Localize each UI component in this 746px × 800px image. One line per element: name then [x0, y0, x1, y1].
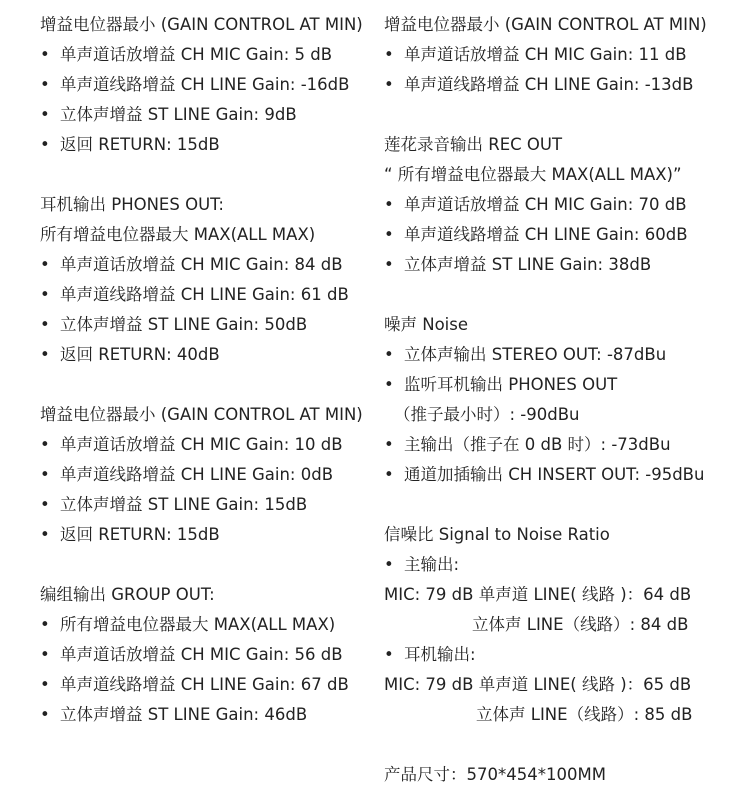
bullet: •: [384, 45, 394, 64]
list-item: [384, 550, 459, 580]
snr-phones-label: 耳机输出:: [404, 645, 476, 664]
section-heading: 信噪比 Signal to Noise Ratio: [384, 525, 610, 544]
bullet: •: [40, 675, 50, 694]
list-item-text: 主输出（推子在 0 dB 时）: -73dBu: [404, 435, 671, 454]
list-item-text: 监听耳机输出 PHONES OUT: [404, 375, 618, 394]
list-item-text: 立体声增益 ST LINE Gain: 50dB: [60, 315, 308, 334]
list-item: [40, 280, 349, 310]
section-heading: 增益电位器最小 (GAIN CONTROL AT MIN): [384, 15, 707, 34]
list-item: [40, 250, 343, 280]
bullet: •: [40, 645, 50, 664]
list-item: [384, 70, 693, 100]
bullet: •: [384, 345, 394, 364]
bullet: •: [384, 225, 394, 244]
list-item: [384, 370, 617, 400]
bullet: •: [40, 135, 50, 154]
list-item: [384, 250, 651, 280]
list-item: [40, 520, 220, 550]
list-item-text: 所有增益电位器最大 MAX(ALL MAX): [60, 615, 336, 634]
list-item-text: 立体声输出 STEREO OUT: -87dBu: [404, 345, 667, 364]
bullet: •: [40, 285, 50, 304]
list-item-text: 返回 RETURN: 15dB: [60, 525, 220, 544]
list-item: [40, 640, 343, 670]
bullet: •: [384, 255, 394, 274]
section-heading: 增益电位器最小 (GAIN CONTROL AT MIN): [40, 15, 363, 34]
list-item-text: 单声道话放增益 CH MIC Gain: 10 dB: [60, 435, 343, 454]
bullet: •: [40, 105, 50, 124]
bullet: •: [40, 315, 50, 334]
list-item-text: 单声道线路增益 CH LINE Gain: 67 dB: [60, 675, 349, 694]
list-item: [40, 310, 307, 340]
list-item-text: 立体声增益 ST LINE Gain: 15dB: [60, 495, 308, 514]
section-subheading: 所有增益电位器最大 MAX(ALL MAX): [40, 225, 316, 244]
bullet: •: [384, 645, 394, 664]
section-heading: 噪声 Noise: [384, 315, 469, 334]
bullet: •: [40, 255, 50, 274]
bullet: •: [384, 555, 394, 574]
list-item-continuation: （推子最小时）: -90dBu: [394, 405, 580, 424]
list-item: [384, 190, 687, 220]
section-heading: 莲花录音输出 REC OUT: [384, 135, 563, 154]
list-item: [40, 670, 349, 700]
bullet: •: [40, 45, 50, 64]
bullet: •: [384, 75, 394, 94]
section-subheading: “ 所有增益电位器最大 MAX(ALL MAX)”: [384, 165, 682, 184]
snr-phones-line2: 立体声 LINE（线路）: 85 dB: [476, 705, 693, 724]
bullet: •: [40, 525, 50, 544]
list-item-text: 单声道话放增益 CH MIC Gain: 11 dB: [404, 45, 687, 64]
list-item: [384, 460, 704, 490]
list-item: [40, 70, 349, 100]
list-item-text: 单声道话放增益 CH MIC Gain: 5 dB: [60, 45, 333, 64]
list-item-text: 返回 RETURN: 15dB: [60, 135, 220, 154]
list-item-text: 单声道线路增益 CH LINE Gain: 0dB: [60, 465, 334, 484]
bullet: •: [384, 375, 394, 394]
bullet: •: [40, 435, 50, 454]
snr-main-line1: MIC: 79 dB 单声道 LINE( 线路 )：64 dB: [384, 585, 692, 604]
list-item-text: 立体声增益 ST LINE Gain: 38dB: [404, 255, 652, 274]
snr-phones-line1: MIC: 79 dB 单声道 LINE( 线路 )：65 dB: [384, 675, 692, 694]
list-item: [40, 430, 343, 460]
list-item-text: 通道加插输出 CH INSERT OUT: -95dBu: [404, 465, 705, 484]
bullet: •: [40, 345, 50, 364]
list-item: [384, 430, 671, 460]
list-item: [40, 610, 335, 640]
list-item-text: 单声道话放增益 CH MIC Gain: 84 dB: [60, 255, 343, 274]
bullet: •: [40, 615, 50, 634]
list-item: [40, 40, 332, 70]
list-item-text: 立体声增益 ST LINE Gain: 46dB: [60, 705, 308, 724]
list-item-text: 单声道线路增益 CH LINE Gain: -16dB: [60, 75, 350, 94]
list-item-text: 返回 RETURN: 40dB: [60, 345, 220, 364]
bullet: •: [384, 465, 394, 484]
section-heading: 编组输出 GROUP OUT:: [40, 585, 215, 604]
list-item-text: 单声道话放增益 CH MIC Gain: 56 dB: [60, 645, 343, 664]
list-item: [384, 40, 687, 70]
list-item: [40, 490, 307, 520]
list-item: [40, 340, 220, 370]
bullet: •: [40, 705, 50, 724]
list-item-text: 单声道线路增益 CH LINE Gain: 61 dB: [60, 285, 349, 304]
section-heading: 增益电位器最小 (GAIN CONTROL AT MIN): [40, 405, 363, 424]
bullet: •: [40, 75, 50, 94]
bullet: •: [384, 195, 394, 214]
snr-main-line2: 立体声 LINE（线路）: 84 dB: [472, 615, 689, 634]
bullet: •: [40, 495, 50, 514]
list-item: [384, 220, 688, 250]
list-item: [384, 340, 666, 370]
product-size: 产品尺寸：570*454*100MM: [384, 765, 606, 784]
list-item: [384, 640, 476, 670]
list-item: [40, 130, 220, 160]
list-item-text: 单声道线路增益 CH LINE Gain: 60dB: [404, 225, 688, 244]
bullet: •: [40, 465, 50, 484]
list-item: [40, 700, 307, 730]
section-heading: 耳机输出 PHONES OUT:: [40, 195, 224, 214]
list-item-text: 单声道话放增益 CH MIC Gain: 70 dB: [404, 195, 687, 214]
bullet: •: [384, 435, 394, 454]
list-item: [40, 460, 333, 490]
list-item-text: 立体声增益 ST LINE Gain: 9dB: [60, 105, 297, 124]
list-item: [40, 100, 297, 130]
snr-main-label: 主输出:: [404, 555, 460, 574]
list-item-text: 单声道线路增益 CH LINE Gain: -13dB: [404, 75, 694, 94]
